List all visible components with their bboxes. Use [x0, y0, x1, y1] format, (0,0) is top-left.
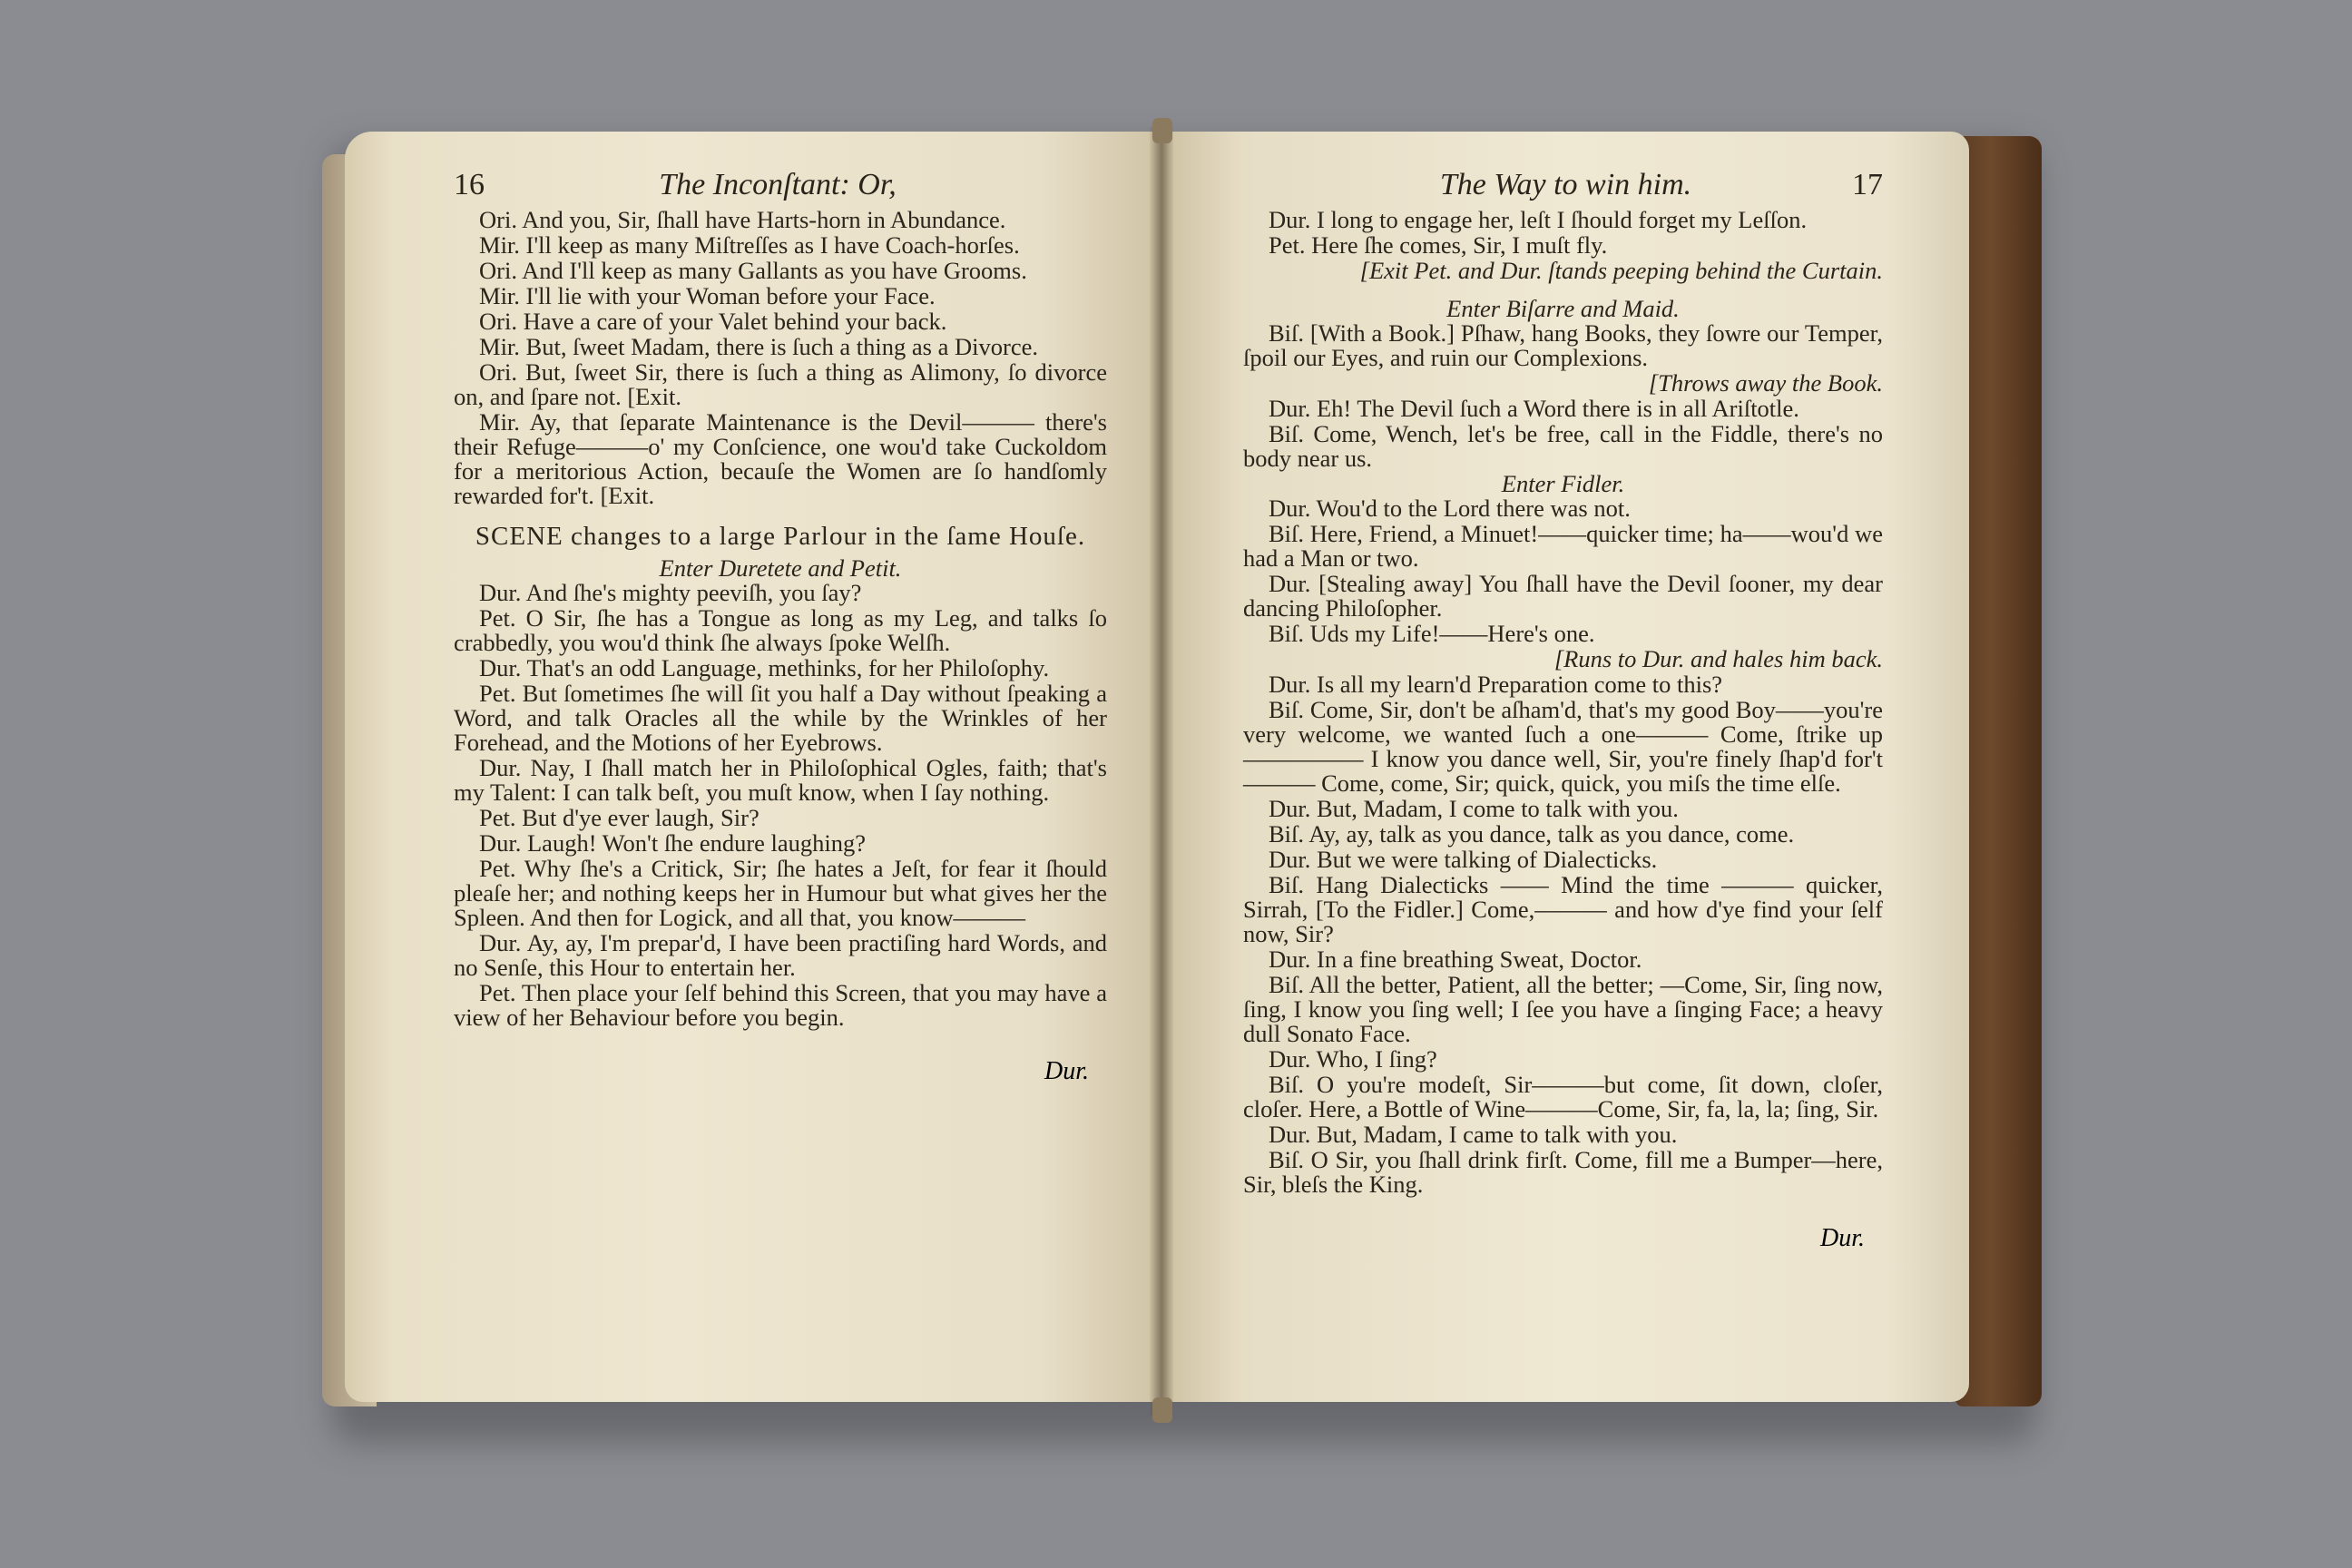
text-line: Dur. Who, I ſing?	[1269, 1045, 1437, 1073]
text-line: Pet. But d'ye ever laugh, Sir?	[479, 804, 760, 831]
text-line: Mir. Ay, that ſeparate Maintenance is the Devil——— there's their Refuge———o' my Conſcience, one wou'd take Cuckoldom for a meritorious Action, becauſe the Women are ſo handſomly rewarded for't. [Exit.	[454, 408, 1107, 509]
text-line: Biſ. Here, Friend, a Minuet!——quicker time; ha——wou'd we had a Man or two.	[1243, 520, 1883, 572]
scene-heading: SCENE changes to a large Parlour in the ſame Houſe.	[475, 522, 1086, 551]
text-line: Biſ. O Sir, you ſhall drink firſt. Come, fill me a Bumper—here, Sir, bleſs the King.	[1243, 1146, 1883, 1198]
text-line: Ori. But, ſweet Sir, there is ſuch a thing as Alimony, ſo divorce on, and ſpare not. [Exit.	[454, 358, 1107, 410]
binding-thread-bottom	[1152, 1397, 1172, 1423]
binding-thread-top	[1152, 118, 1172, 143]
page-number-right: 17	[1852, 168, 1883, 201]
left-page	[345, 132, 1161, 1402]
book-gutter	[1150, 127, 1173, 1416]
text-line: Dur. But, Madam, I come to talk with you.	[1269, 795, 1679, 822]
text-line: Dur. That's an odd Language, methinks, for her Philoſophy.	[479, 654, 1050, 681]
right-page-text	[1243, 208, 1883, 1197]
text-line: Dur. But, Madam, I came to talk with you.	[1269, 1121, 1678, 1148]
text-line: [Throws away the Book.	[1648, 369, 1883, 397]
text-line: [Runs to Dur. and hales him back.	[1553, 645, 1883, 672]
text-line: Dur. Laugh! Won't ſhe endure laughing?	[479, 829, 867, 857]
text-line: Biſ. Ay, ay, talk as you dance, talk as you dance, come.	[1269, 820, 1795, 848]
text-line: Dur. Ay, ay, I'm prepar'd, I have been practiſing hard Words, and no Senſe, this Hour to entertain her.	[454, 929, 1107, 981]
text-line: Dur. [Stealing away] You ſhall have the Devil ſooner, my dear dancing Philoſopher.	[1243, 570, 1883, 622]
stage-direction-enter: Enter Duretete and Petit.	[659, 554, 902, 582]
text-line: Pet. Why ſhe's a Critick, Sir; ſhe hates a Jeſt, for fear it ſhould pleaſe her; and nothing keeps her in Humour but what gives her the Spleen. And then for Logick, and all that, you know———	[454, 855, 1107, 931]
text-line: Biſ. All the better, Patient, all the better; —Come, Sir, ſing now, ſing, I know you ſing well; I ſee you have a ſinging Face; a heavy dull Sonato Face.	[1243, 971, 1883, 1047]
text-line: Dur. But we were talking of Dialecticks.	[1269, 846, 1658, 873]
text-line: Biſ. O you're modeſt, Sir———but come, ſit down, cloſer, cloſer. Here, a Bottle of Wine———Come, Sir, fa, la, la; ſing, Sir.	[1243, 1071, 1883, 1122]
text-line: Mir. I'll keep as many Miſtreſſes as I have Coach-horſes.	[479, 231, 1020, 259]
text-line: Pet. Here ſhe comes, Sir, I muſt fly.	[1269, 231, 1608, 259]
text-line: Dur. I long to engage her, leſt I ſhould forget my Leſſon.	[1269, 206, 1808, 233]
text-line: Dur. And ſhe's mighty peeviſh, you ſay?	[479, 579, 862, 606]
text-line: Mir. I'll lie with your Woman before your Face.	[479, 282, 936, 309]
text-line: Biſ. Uds my Life!——Here's one.	[1269, 620, 1595, 647]
text-line: Pet. O Sir, ſhe has a Tongue as long as my Leg, and talks ſo crabbedly, you wou'd think ſhe always ſpoke Welſh.	[454, 604, 1107, 656]
running-head-right: The Way to win him.	[1439, 168, 1692, 201]
text-line: Biſ. Come, Sir, don't be aſham'd, that's my good Boy——you're very welcome, we wanted ſuch a one——— Come, ſtrike up————— I know you dance well, Sir, you're finely ſhap'd for't——— Come, come, Sir; quick, quick, you miſs the time elſe.	[1243, 696, 1883, 797]
text-line: Pet. Then place your ſelf behind this Screen, that you may have a view of her Behaviour before you begin.	[454, 979, 1107, 1031]
text-line: Dur. Is all my learn'd Preparation come to this?	[1269, 671, 1723, 698]
left-page-header	[454, 168, 1107, 202]
text-line: Dur. In a fine breathing Sweat, Doctor.	[1269, 946, 1642, 973]
catchword-left: Dur.	[1044, 1057, 1089, 1085]
text-line: Dur. Nay, I ſhall match her in Philoſophical Ogles, faith; that's my Talent: I can talk beſt, you muſt know, when I ſay nothing.	[454, 754, 1107, 806]
text-line: Ori. And you, Sir, ſhall have Harts-horn in Abundance.	[479, 206, 1006, 233]
text-line: Mir. But, ſweet Madam, there is ſuch a thing as a Divorce.	[479, 333, 1038, 360]
catchword-right: Dur.	[1819, 1224, 1865, 1252]
running-head-left: The Inconſtant: Or,	[659, 168, 897, 201]
text-line: Ori. And I'll keep as many Gallants as you have Grooms.	[479, 257, 1027, 284]
text-line: Dur. Wou'd to the Lord there was not.	[1269, 495, 1631, 522]
page-number-left: 16	[454, 168, 485, 201]
text-line: Dur. Eh! The Devil ſuch a Word there is in all Ariſtotle.	[1269, 395, 1799, 422]
stage-direction-enter-fidler: Enter Fidler.	[1501, 470, 1625, 497]
stage-direction-enter: Enter Biſarre and Maid.	[1446, 295, 1680, 322]
text-line: [Exit Pet. and Dur. ſtands peeping behind the Curtain.	[1359, 257, 1883, 284]
right-page-header	[1243, 168, 1883, 202]
text-line: Ori. Have a care of your Valet behind your back.	[479, 308, 947, 335]
left-page-text	[454, 208, 1107, 1030]
right-page	[1161, 132, 1969, 1402]
open-book	[322, 118, 2037, 1434]
text-line: Biſ. Come, Wench, let's be free, call in the Fiddle, there's no body near us.	[1243, 420, 1883, 472]
text-line: Pet. But ſometimes ſhe will ſit you half a Day without ſpeaking a Word, and talk Oracles all the while by the Wrinkles of her Forehead, and the Motions of her Eyebrows.	[454, 680, 1107, 756]
text-line: Biſ. [With a Book.] Pſhaw, hang Books, they ſowre our Temper, ſpoil our Eyes, and ruin our Complexions.	[1243, 319, 1883, 371]
text-line: Biſ. Hang Dialecticks —— Mind the time ——— quicker, Sirrah, [To the Fidler.] Come,——— and how d'ye find your ſelf now, Sir?	[1243, 871, 1883, 947]
